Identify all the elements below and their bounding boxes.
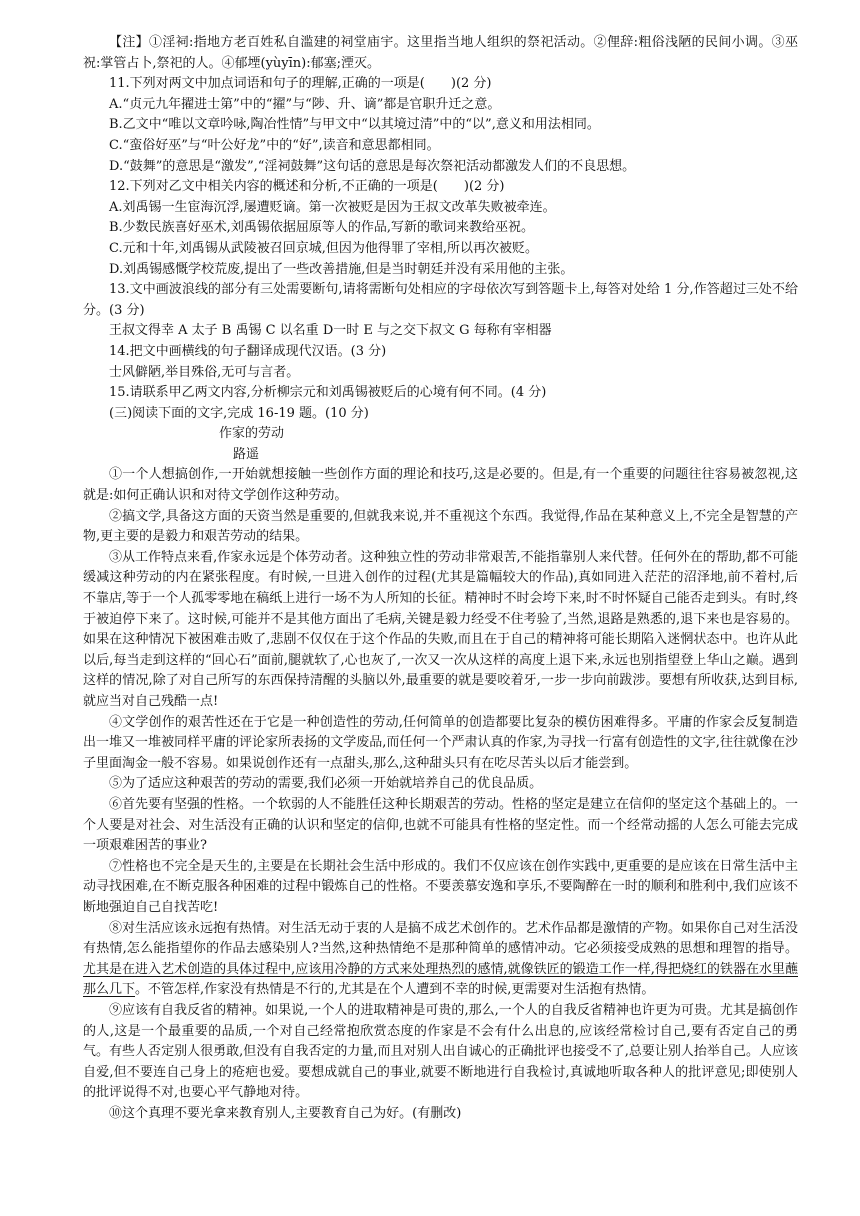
option-c: C.元和十年,刘禹锡从武陵被召回京城,但因为他得罪了宰相,所以再次被贬。 (109, 240, 539, 256)
underlined-sentence: 尤其是在进入艺术创造的具体过程中,应该用冷静的方式来处理热烈的感情,就像铁匠的锻造工作一样,得把烧红的铁器在水里蘸那么几下 (83, 961, 798, 998)
question-stem: 12.下列对乙文中相关内容的概述和分析,不正确的一项是( )(2 分) (109, 179, 505, 195)
question-text: 士风僻陋,举目殊俗,无可与言者。 (109, 364, 300, 380)
paragraph-8 (83, 919, 798, 1001)
paragraph-10: ⑩这个真理不要光拿来教育别人,主要教育自己为好。(有删改) (109, 1105, 462, 1121)
option-c: C.“蛮俗好巫”与“叶公好龙”中的“好”,读音和意思都相同。 (109, 137, 440, 153)
paragraph-6: ⑥首先要有坚强的性格。一个软弱的人不能胜任这种长期艰苦的劳动。性格的坚定是建立在信仰的坚定这个基础上的。一个人要是对社会、对生活没有正确的认识和坚定的信仰,也就不可能具有性格的坚定性。而一个经常动摇的人怎么可能去完成一项艰难困苦的事业? (83, 796, 799, 854)
annotation-note: 【注】①淫祠:指地方老百姓私自滥建的祠堂庙宇。这里指当地人组织的祭祀活动。②俚辞:粗俗浅陋的民间小调。③巫祝:掌管占卜,祭祀的人。④郁堙(yùyīn):郁塞;湮灭。 (83, 35, 798, 71)
question-text: 王叔文得幸 A 太子 B 禹锡 C 以名重 D一时 E 与之交下叔文 G 每称有宰相器 (109, 323, 552, 339)
option-a: A.刘禹锡一生宦海沉浮,屡遭贬谪。第一次被贬是因为王叔文改革失败被牵连。 (109, 199, 556, 215)
option-a: A.“贞元九年擢进士第”中的“擢”与“陟、升、谪”都是官职升迁之意。 (109, 96, 501, 112)
option-b: B.乙文中“唯以文章吟咏,陶冶性情”与甲文中“以其境过清”中的“以”,意义和用法相同。 (109, 117, 600, 133)
paragraph-8-lead: ⑧对生活应该永远抱有热情。对生活无动于衷的人是搞不成艺术创作的。艺术作品都是激情的产物。如果你自己对生活没有热情,怎么能指望你的作品去感染别人?当然,这种热情绝不是那种简单的感情冲动。它必须接受成熟的思想和理智的指导。 (83, 920, 799, 957)
article-author: 路遥 (233, 446, 260, 462)
question-12 (83, 177, 798, 280)
paragraph-4: ④文学创作的艰苦性还在于它是一种创造性的劳动,任何简单的创造都要比复杂的模仿困难得多。平庸的作家会反复制造出一堆又一堆被同样平庸的评论家所表扬的文学废品,而任何一个严肃认真的作家,为寻找一行富有创造性的文字,往往就像在沙子里面淘金一般不容易。如果说创作还有一点甜头,那么,这种甜头只有在吃尽苦头以后才能尝到。 (83, 714, 798, 771)
question-stem: 13.文中画波浪线的部分有三处需要断句,请将需断句处相应的字母依次写到答题卡上,每答对处给 1 分,作答超过三处不给分。(3 分) (83, 282, 798, 318)
question-13 (83, 280, 798, 342)
option-d: D.“鼓舞”的意思是“激发”,“淫祠鼓舞”这句话的意思是每次祭祀活动都激发人们的不良思想。 (109, 158, 636, 174)
question-stem: 15.请联系甲乙两文内容,分析柳宗元和刘禹锡被贬后的心境有何不同。(4 分) (109, 385, 547, 401)
option-b: B.少数民族喜好巫术,刘禹锡依据屈原等人的作品,写新的歌词来教给巫祝。 (109, 220, 534, 236)
question-15 (83, 383, 798, 404)
question-11 (83, 74, 798, 177)
question-14 (83, 342, 798, 383)
paragraph-8-tail: 。不管怎样,作家没有热情是不行的,尤其是在个人遭到不幸的时候,更需要对生活抱有热情。 (135, 982, 655, 998)
article-title: 作家的劳动 (219, 426, 285, 442)
section-heading: (三)阅读下面的文字,完成 16-19 题。(10 分) (109, 405, 369, 421)
question-stem: 11.下列对两文中加点词语和句子的理解,正确的一项是( )(2 分) (109, 76, 492, 92)
paragraph-7: ⑦性格也不完全是天生的,主要是在长期社会生活中形成的。我们不仅应该在创作实践中,更重要的是应该在日常生活中主动寻找困难,在不断克服各种困难的过程中锻炼自己的性格。不要羡慕安逸和享乐,不要陶醉在一时的顺利和胜利中,我们应该不断地强迫自己自找苦吃! (83, 858, 798, 915)
paragraph-5: ⑤为了适应这种艰苦的劳动的需要,我们必须一开始就培养自己的优良品质。 (109, 776, 543, 792)
option-d: D.刘禹锡感慨学校荒废,提出了一些改善措施,但是当时朝廷并没有采用他的主张。 (109, 261, 574, 277)
paragraph-2: ②搞文学,具备这方面的天资当然是重要的,但就我来说,并不重视这个东西。我觉得,作品在某种意义上,不完全是智慧的产物,更主要的是毅力和艰苦劳动的结果。 (83, 508, 798, 545)
paragraph-3: ③从工作特点来看,作家永远是个体劳动者。这种独立性的劳动非常艰苦,不能指靠别人来代替。任何外在的帮助,都不可能缓减这种劳动的内在紧张程度。有时候,一旦进入创作的过程(尤其是篇幅较大的作品),真如同进入茫茫的沼泽地,前不着村,后不靠店,等于一个人孤零零地在稿纸上进行一场不为人所知的长征。精神时不时会垮下来,时不时怀疑自己能否走到头。有时,终于被迫停下来了。这时候,可能并不是其他方面出了毛病,关键是毅力经受不住考验了,当然,退路是熟悉的,退下来也是容易的。如果在这种情况下被困难击败了,悲剧不仅仅在于这个作品的失败,而且在于自己的精神将可能长期陷入迷惘状态中。也许从此以后,每当走到这样的“回心石”面前,腿就软了,心也灰了,一次又一次从这样的高度上退下来,永远也别指望登上华山之巅。遇到这样的情况,除了对自己所写的东西保持清醒的头脑以外,最重要的就是要咬着牙,一步一步向前跋涉。要想有所收获,达到目标,就应当对自己残酷一点! (83, 549, 798, 709)
question-stem: 14.把文中画横线的句子翻译成现代汉语。(3 分) (109, 343, 387, 359)
paragraph-9: ⑨应该有自我反省的精神。如果说,一个人的进取精神是可贵的,那么,一个人的自我反省精神也许更为可贵。尤其是搞创作的人,这是一个最重要的品质,一个对自己经常抱欣赏态度的作家是不会有什么出息的,应该经常检讨自己,要有否定自己的勇气。有些人否定别人很勇敢,但没有自我否定的力量,而且对别人出自诚心的正确批评也接受不了,总要让别人抬举自己。人应该自爱,但不要连自己身上的疮疤也爱。要想成就自己的事业,就要不断地进行自我检讨,真诚地听取各种人的批评意见;即使别人的批评说得不对,也要心平气静地对待。 (83, 1002, 798, 1101)
paragraph-1: ①一个人想搞创作,一开始就想接触一些创作方面的理论和技巧,这是必要的。但是,有一个重要的问题往往容易被忽视,这就是:如何正确认识和对待文学创作这种劳动。 (83, 467, 798, 504)
